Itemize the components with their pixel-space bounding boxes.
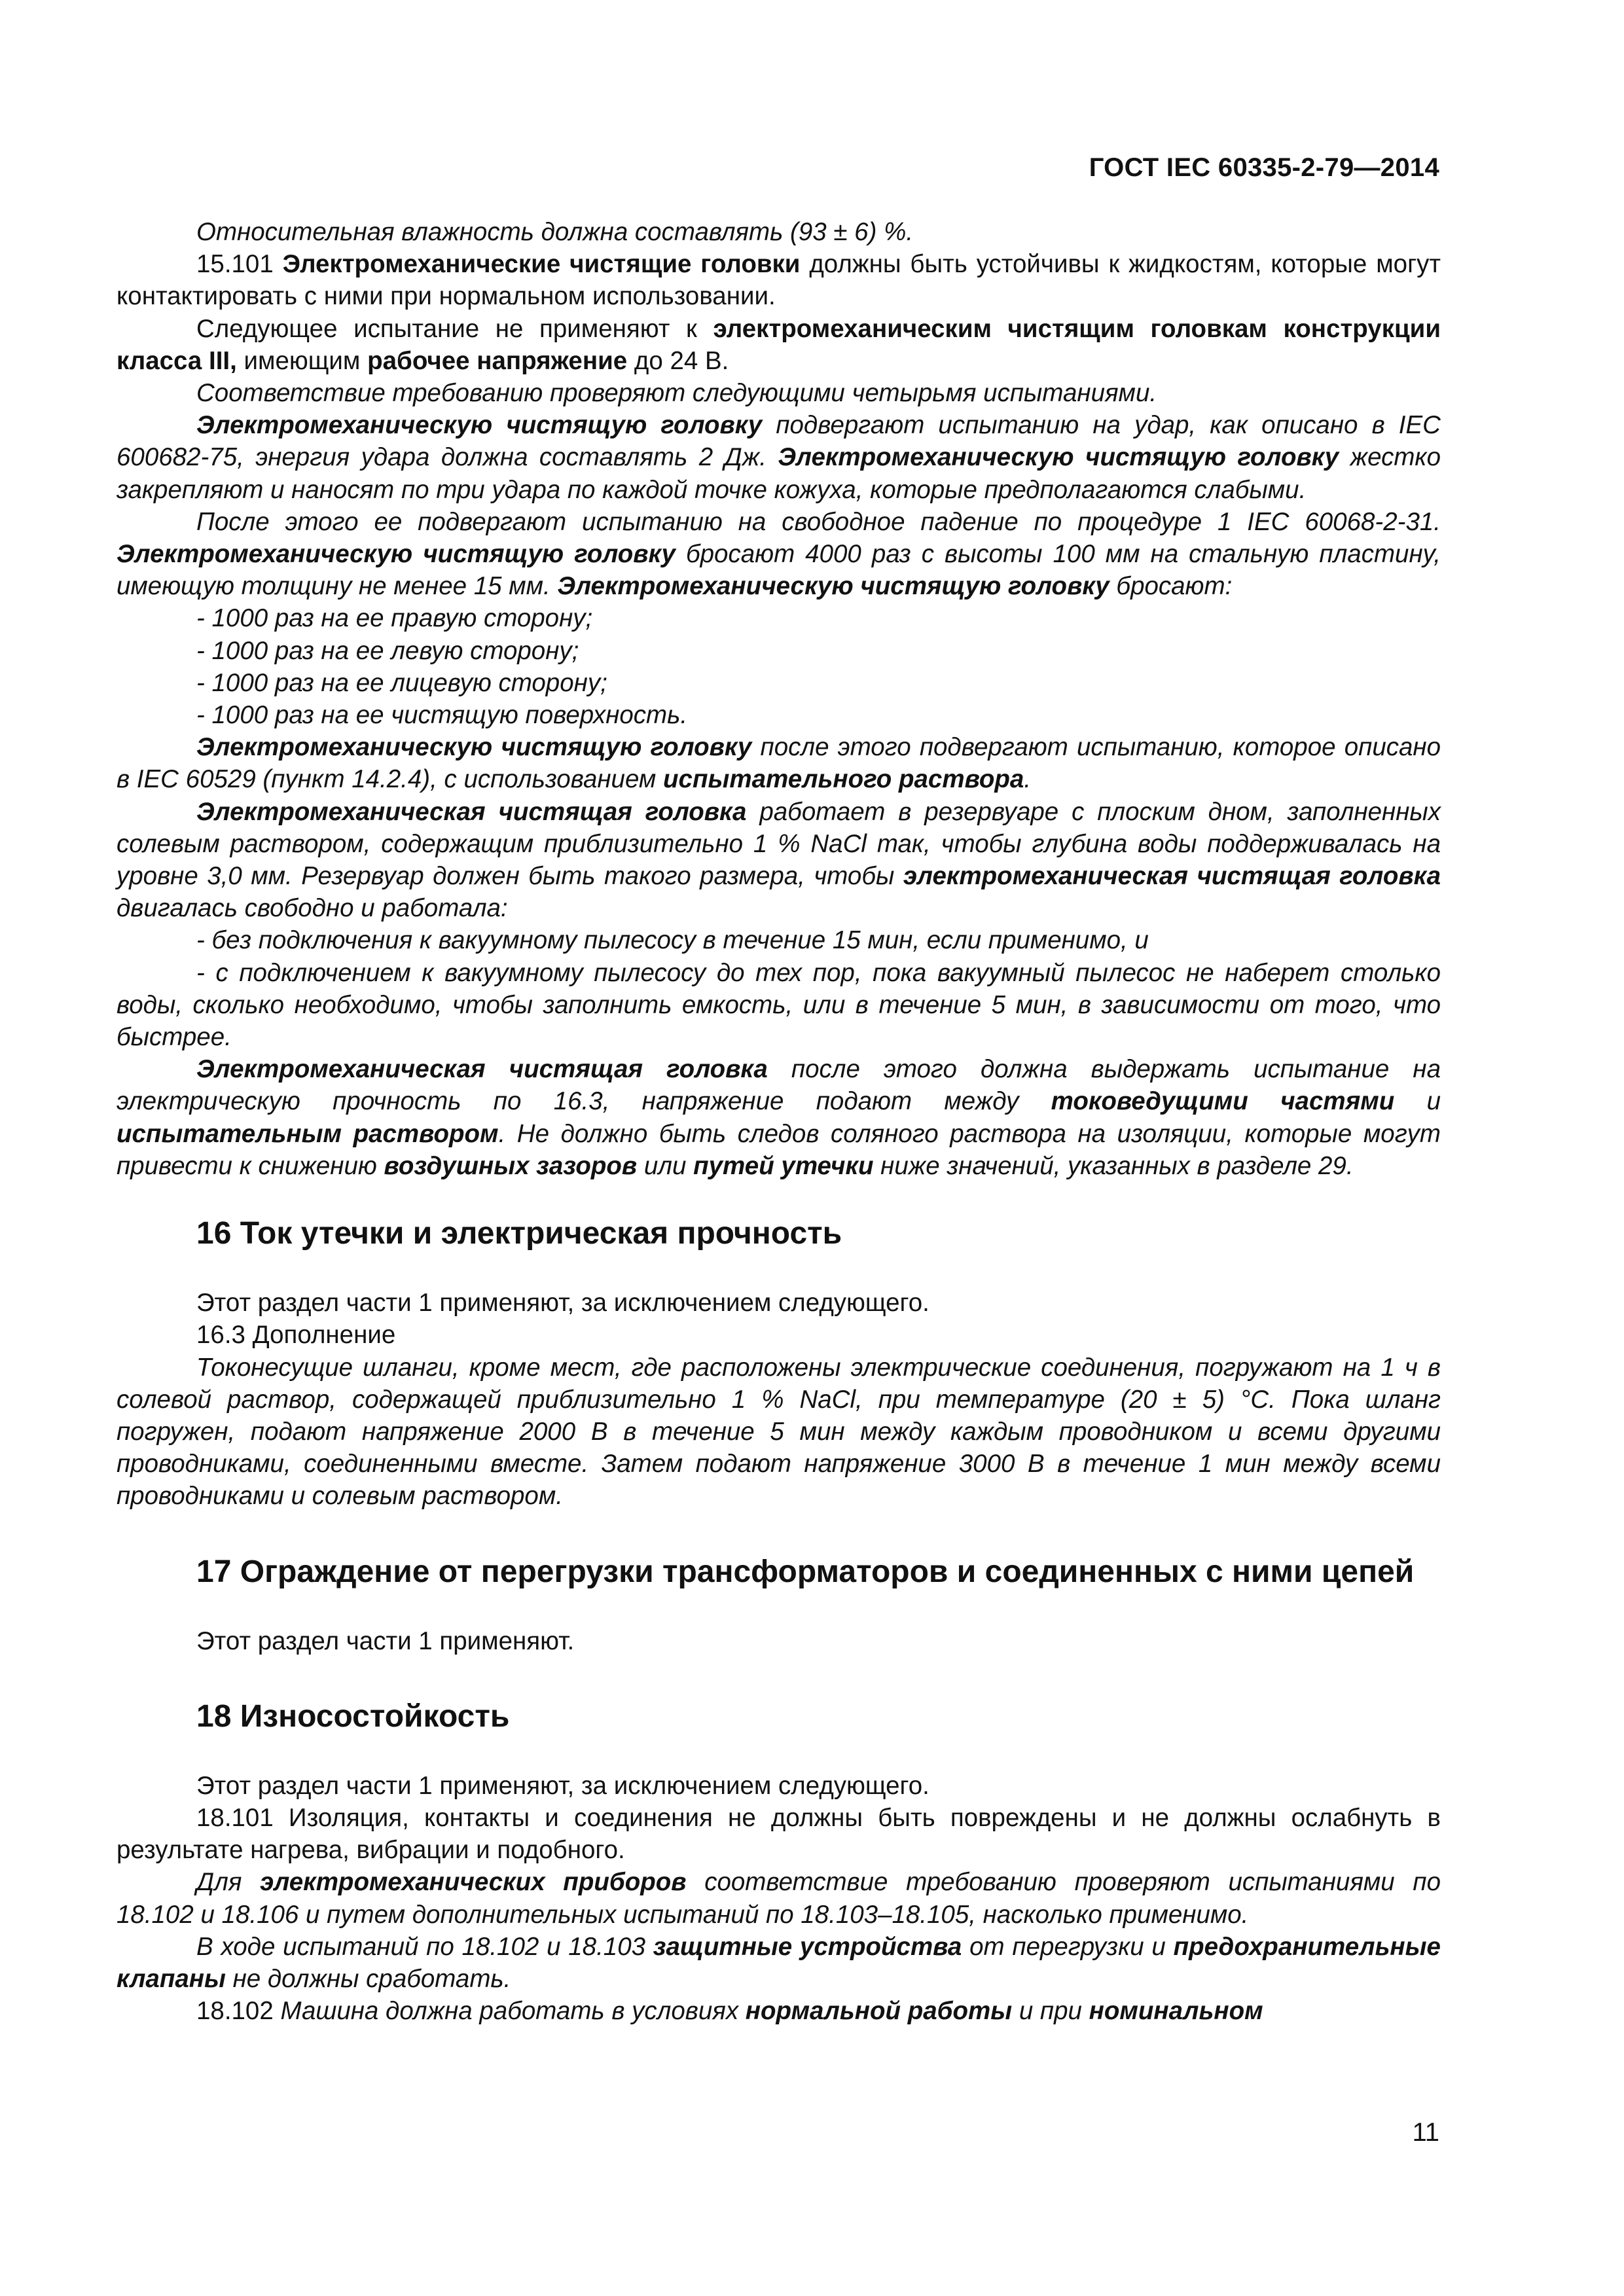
document-body [117,216,1441,2027]
paragraph-humidity: Относительная влажность должна составлять (93 ± 6) %. [196,218,914,246]
list-item-without-vacuum: - без подключения к вакуумному пылесосу в течение 15 мин, если применимо, и [196,926,1149,955]
paragraph-electric-strength: Электромеханическая чистящая головка после этого должна выдержать испытание на электрическую прочность по 16.3, напряжение подают между токоведущими частями и испытательным раствором. Не должно быть следов соляного раствора на изоляции, которые могут привести к снижению воздушных зазоров или путей утечки ниже значений, указанных в разделе 29. [117,1055,1441,1180]
paragraph-18-101: 18.101 Изоляция, контакты и соединения не должны быть повреждены и не должны ослабнуть в результате нагрева, вибрации и подобного. [117,1803,1441,1865]
paragraph-15-101: 15.101 Электромеханические чистящие головки должны быть устойчивы к жидкостям, которые могут контактировать с ними при нормальном использовании. [117,250,1441,311]
paragraph-section-18-intro: Этот раздел части 1 применяют, за исключением следующего. [196,1771,929,1800]
section-heading-17: 17 Ограждение от перегрузки трансформаторов и соединенных с ними цепей [196,1554,1415,1589]
paragraph-16-3: 16.3 Дополнение [196,1321,396,1350]
section-heading-16: 16 Ток утечки и электрическая прочность [196,1216,842,1251]
paragraph-compliance-tests: Соответствие требованию проверяют следующими четырьмя испытаниями. [196,379,1157,408]
paragraph-18-102: 18.102 Машина должна работать в условиях нормальной работы и при номинальном [196,1997,1263,2026]
paragraph-electromechanical-devices: Для электромеханических приборов соответствие требованию проверяют испытаниями по 18.102 и 18.106 и путем дополнительных испытаний по 18.103–18.105, насколько применимо. [117,1868,1441,1929]
paragraph-free-fall-test: После этого ее подвергают испытанию на свободное падение по процедуре 1 IEC 60068-2-31. Электромеханическую чистящую головку бросают 4000 раз с высоты 100 мм на стальную пластину, имеющую толщину не менее 15 мм. Электромеханическую чистящую головку бросают: [117,507,1441,601]
paragraph-impact-test: Электромеханическую чистящую головку подвергают испытанию на удар, как описано в IEC 600682-75, энергия удара должна составлять 2 Дж. Электромеханическую чистящую головку жестко закрепляют и наносят по три удара по каждой точке кожуха, которые предполагаются слабыми. [117,411,1441,504]
paragraph-hose-test: Токонесущие шланги, кроме мест, где расположены электрические соединения, погружают на 1 ч в солевой раствор, содержащей приблизительно 1 % NaCl, при температуре (20 ± 5) °С. Пока шланг погружен, подают напряжение 2000 В в течение 5 мин между каждым проводником и всеми другими проводниками, соединенными вместе. Затем подают напряжение 3000 В в течение 1 мин между всеми проводниками и солевым раствором. [117,1353,1441,1511]
paragraph-iec-60529-test: Электромеханическую чистящую головку после этого подвергают испытанию, которое описано в IEC 60529 (пункт 14.2.4), с использованием испытательного раствора. [117,733,1441,794]
list-item: - 1000 раз на ее правую сторону; [196,604,593,633]
section-heading-18: 18 Износостойкость [196,1698,510,1734]
page-number: 11 [1412,2118,1439,2147]
list-item: - 1000 раз на ее чистящую поверхность. [196,701,688,730]
paragraph-protective-devices: В ходе испытаний по 18.102 и 18.103 защитные устройства от перегрузки и предохранительные клапаны не должны сработать. [117,1932,1441,1993]
document-code-header: ГОСТ IEC 60335-2-79—2014 [1089,153,1439,182]
list-item-with-vacuum: - с подключением к вакуумному пылесосу до тех пор, пока вакуумный пылесос не наберет столько воды, сколько необходимо, чтобы заполнить емкость, или в течение 5 мин, в зависимости от того, что быстрее. [117,958,1441,1052]
list-item: - 1000 раз на ее лицевую сторону; [196,668,607,697]
paragraph-class-iii-exemption: Следующее испытание не применяют к электромеханическим чистящим головкам конструкции класса III, имеющим рабочее напряжение до 24 В. [117,314,1441,375]
paragraph-section-16-intro: Этот раздел части 1 применяют, за исключением следующего. [196,1289,929,1318]
paragraph-saline-tank: Электромеханическая чистящая головка работает в резервуаре с плоским дном, заполненных солевым раствором, содержащим приблизительно 1 % NaCl так, чтобы глубина воды поддерживалась на уровне 3,0 мм. Резервуар должен быть такого размера, чтобы электромеханическая чистящая головка двигалась свободно и работала: [117,797,1441,923]
paragraph-section-17-intro: Этот раздел части 1 применяют. [196,1626,575,1655]
list-item: - 1000 раз на ее левую сторону; [196,636,579,665]
